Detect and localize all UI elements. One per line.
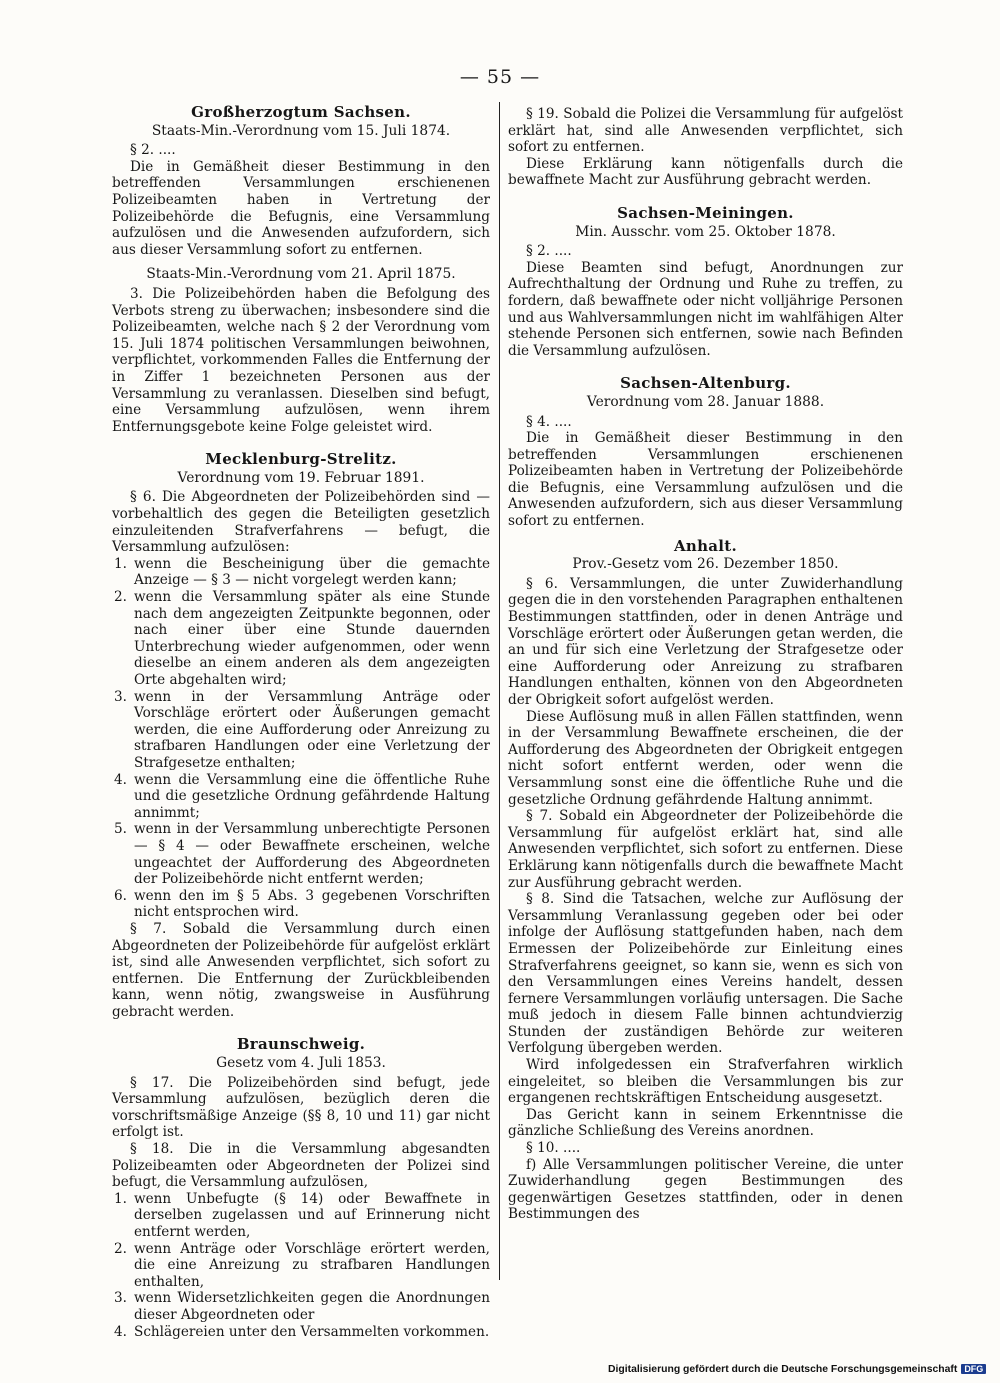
paragraph: Diese Auflösung muß in allen Fällen stattfinden, wenn in der Versammlung Bewaffnete erscheinen, die der Aufforderung des Abgeordneten der Obrigkeit entgegen nicht sofort entfernt werden, oder wenn die Versammlung sonst eine die öffentliche Ruhe und die gesetzliche Ordnung gefährdende Haltung annimmt.: [508, 708, 903, 808]
section-heading-sachsen-meiningen: Sachsen-Meiningen.: [617, 203, 794, 222]
ordinance-subtitle: Staats-Min.-Verordnung vom 15. Juli 1874.: [151, 122, 451, 139]
list-number: 2.: [114, 1240, 127, 1257]
ordinance-subtitle: Staats-Min.-Verordnung vom 21. April 1875.: [146, 266, 456, 283]
ordinance-subtitle: Verordnung vom 19. Februar 1891.: [177, 469, 425, 486]
list-item: [112, 888, 490, 921]
list-number: 1.: [114, 1190, 127, 1207]
paragraph: § 18. Die in die Versammlung abgesandten Polizeibeamten oder Abgeordneten der Polizei sind befugt, die Versammlung aufzulösen,: [112, 1141, 490, 1191]
digitization-credit: [608, 1364, 986, 1375]
list-number: 4.: [114, 771, 127, 788]
list-item: [112, 556, 490, 589]
list-item: [112, 772, 490, 822]
ordinance-subtitle: Min. Ausschr. vom 25. Oktober 1878.: [575, 223, 836, 240]
left-column: [112, 104, 490, 1340]
list-number: 5.: [114, 821, 127, 838]
paragraph: § 4. ....: [526, 413, 572, 430]
list-item: [112, 689, 490, 772]
list-text: wenn Anträge oder Vorschläge erörtert werden, die eine Anreizung zu strafbaren Handlungen enthalten,: [134, 1240, 490, 1290]
credit-text: Digitalisierung gefördert durch die Deutsche Forschungsgemeinschaft: [608, 1364, 958, 1375]
paragraph: § 17. Die Polizeibehörden sind befugt, jede Versammlung aufzulösen, bezüglich deren die vorschriftsmäßige Anzeige (§§ 8, 10 und 11) gar nicht erfolgt ist.: [112, 1074, 490, 1141]
paragraph: § 2. ....: [526, 243, 572, 260]
numbered-list: [112, 1191, 490, 1340]
section-heading-mecklenburg-strelitz: Mecklenburg-Strelitz.: [205, 450, 397, 469]
paragraph: Das Gericht kann in seinem Erkenntnisse die gänzliche Schließung des Vereins anordnen.: [508, 1106, 903, 1140]
list-number: 1.: [114, 555, 127, 572]
list-item: [112, 821, 490, 887]
list-text: wenn die Versammlung eine die öffentliche Ruhe und die gesetzliche Ordnung gefährdende Haltung annimmt;: [134, 771, 490, 821]
list-text: wenn Unbefugte (§ 14) oder Bewaffnete in derselben zugelassen und auf Erinnerung nicht entfernt werden,: [134, 1190, 490, 1240]
dfg-logo: DFG: [961, 1364, 986, 1374]
page-number: — 55 —: [459, 66, 541, 88]
section-heading-grossherzogtum-sachsen: Großherzogtum Sachsen.: [191, 103, 411, 121]
list-number: 2.: [114, 589, 127, 606]
list-text: wenn die Versammlung später als eine Stunde nach dem angezeigten Zeitpunkte begonnen, oder nach einer über eine Stunde dauernden Unterbrechung wieder aufgenommen, oder wenn dieselbe an einem anderen als dem angezeigten Orte abgehalten wird;: [134, 589, 490, 688]
paragraph: § 7. Sobald ein Abgeordneter der Polizeibehörde die Versammlung für aufgelöst erklärt hat, sind alle Anwesenden verpflichtet, sich sofort zu entfernen. Diese Erklärung kann nötigenfalls durch die bewaffnete Macht zur Ausführung gebracht werden.: [508, 808, 903, 891]
paragraph: § 8. Sind die Tatsachen, welche zur Auflösung der Versammlung Veranlassung gegeben oder bei oder infolge der Auflösung stattgefunden haben, nach dem Ermessen der Polizeibehörde zur Einleitung eines Strafverfahrens geeignet, so kann sie, wenn es sich von den Versammlungen eines Vereins handelt, dessen fernere Versammlungen vorläufig untersagen. Die Sache muß jedoch in diesem Falle binnen achtundvierzig Stunden der zuständigen Behörde zur weiteren Verfolgung übergeben werden.: [508, 891, 903, 1057]
paragraph: Die in Gemäßheit dieser Bestimmung in den betreffenden Versammlungen erschienenen Polizeibeamten haben in Vertretung der Polizeibehörde die Befugnis, eine Versammlung aufzulösen und die Anwesenden aufzufordern, sich aus dieser Versammlung sofort zu entfernen.: [508, 430, 903, 530]
list-item: [112, 1324, 490, 1341]
paragraph: § 7. Sobald die Versammlung durch einen Abgeordneten der Polizeibehörde für aufgelöst erklärt ist, sind alle Anwesenden verpflichtet, sich sofort zu entfernen. Die Entfernung der Zurückbleibenden kann, wenn nötig, zwangsweise in Ausführung gebracht werden.: [112, 920, 490, 1020]
list-text: wenn in der Versammlung Anträge oder Vorschläge erörtert oder Äußerungen gemacht werden, die eine Aufforderung oder Anreizung zu strafbaren Handlungen oder eine Verletzung der Strafgesetze enthalten;: [134, 688, 490, 771]
list-item: [112, 589, 490, 689]
paragraph: § 19. Sobald die Polizei die Versammlung für aufgelöst erklärt hat, sind alle Anwesenden verpflichtet, sich sofort zu entfernen.: [508, 106, 903, 156]
column-divider: [499, 102, 500, 1280]
list-text: wenn den im § 5 Abs. 3 gegebenen Vorschriften nicht entsprochen wird.: [134, 887, 490, 921]
list-number: 4.: [114, 1323, 127, 1340]
list-item: [112, 1241, 490, 1291]
section-heading-braunschweig: Braunschweig.: [236, 1035, 366, 1054]
paragraph: Wird infolgedessen ein Strafverfahren wirklich eingeleitet, so bleiben die Versammlungen bis zur ergangenen rechtskräftigen Entscheidung ausgesetzt.: [508, 1057, 903, 1107]
list-text: wenn in der Versammlung unberechtigte Personen — § 4 — oder Bewaffnete erscheinen, welche ungeachtet der Aufforderung des Abgeordneten der Polizeibehörde nicht entfernt werden;: [134, 821, 490, 888]
list-item: [112, 1290, 490, 1323]
list-number: 3.: [114, 1290, 127, 1307]
paragraph: § 2. ....: [130, 142, 176, 159]
numbered-list: [112, 556, 490, 921]
paragraph: 3. Die Polizeibehörden haben die Befolgung des Verbots streng zu überwachen; insbesondere sind die Polizeibeamten, welche nach § 2 der Verordnung vom 15. Juli 1874 politischen Versammlungen beiwohnen, verpflichtet, vorkommenden Falles die Entfernung der in Ziffer 1 bezeichneten Personen aus der Versammlung zu veranlassen. Dieselben sind befugt, eine Versammlung aufzulösen, wenn ihrem Entfernungsgebote keine Folge geleistet wird.: [112, 285, 490, 435]
list-item: [112, 1191, 490, 1241]
list-text: wenn Widersetzlichkeiten gegen die Anordnungen dieser Abgeordneten oder: [134, 1290, 490, 1323]
ordinance-subtitle: Gesetz vom 4. Juli 1853.: [216, 1055, 386, 1072]
list-number: 3.: [114, 688, 127, 705]
section-heading-anhalt: Anhalt.: [673, 536, 738, 555]
ordinance-subtitle: Verordnung vom 28. Januar 1888.: [586, 393, 825, 410]
paragraph: f) Alle Versammlungen politischer Vereine, die unter Zuwiderhandlung gegen Bestimmungen des gegenwärtigen Gesetzes stattfinden, oder in denen Bestimmungen des: [508, 1156, 903, 1223]
paragraph: § 10. ....: [526, 1140, 581, 1157]
section-heading-sachsen-altenburg: Sachsen-Altenburg.: [620, 374, 791, 393]
ordinance-subtitle: Prov.-Gesetz vom 26. Dezember 1850.: [572, 556, 839, 573]
paragraph: § 6. Versammlungen, die unter Zuwiderhandlung gegen die in den vorstehenden Paragraphen enthaltenen Bestimmungen stattfinden, oder in denen Anträge und Vorschläge erörtert oder Äußerungen getan werden, die an und für sich eine Verletzung der Strafgesetze oder eine Aufforderung oder Anreizung zu strafbaren Handlungen enthalten, können von den Abgeordneten der Obrigkeit sofort aufgelöst werden.: [508, 575, 903, 708]
paragraph: § 6. Die Abgeordneten der Polizeibehörden sind — vorbehaltlich des gegen die Beteiligten gesetzlich einzuleitenden Strafverfahrens — befugt, die Versammlung aufzulösen:: [112, 489, 490, 556]
paragraph: Diese Erklärung kann nötigenfalls durch die bewaffnete Macht zur Ausführung gebracht werden.: [508, 155, 903, 189]
list-number: 6.: [114, 887, 127, 904]
right-column: [508, 106, 903, 1223]
list-text: Schlägereien unter den Versammelten vorkommen.: [134, 1323, 490, 1340]
paragraph: Diese Beamten sind befugt, Anordnungen zur Aufrechthaltung der Ordnung und Ruhe zu treffen, zu fordern, daß bewaffnete oder nicht volljährige Personen und aus Wahlversammlungen nicht im wahlfähigen Alter stehende Personen sich entfernen, sowie nach Befinden die Versammlung aufzulösen.: [508, 259, 903, 359]
paragraph: Die in Gemäßheit dieser Bestimmung in den betreffenden Versammlungen erschienenen Polizeibeamten haben in Vertretung der Polizeibehörde die Befugnis, eine Versammlung aufzulösen und die Anwesenden aufzufordern, sich aus dieser Versammlung sofort zu entfernen.: [112, 158, 490, 258]
list-text: wenn die Bescheinigung über die gemachte Anzeige — § 3 — nicht vorgelegt werden kann;: [134, 555, 490, 589]
